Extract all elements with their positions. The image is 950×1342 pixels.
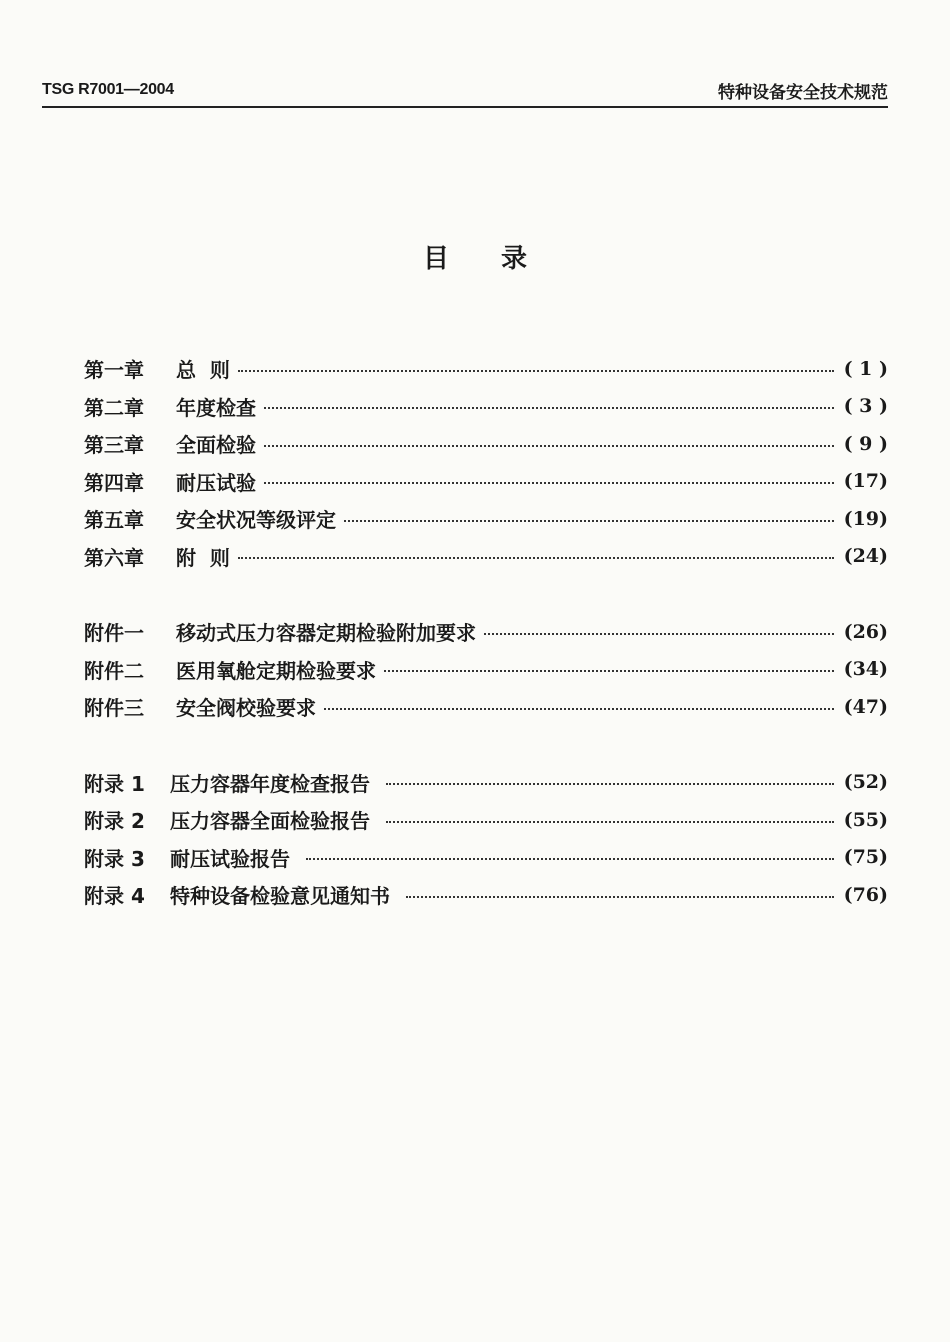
dot-leader xyxy=(484,631,834,635)
dot-leader xyxy=(306,856,834,860)
appendix-label: 附录 3 xyxy=(84,846,145,871)
page-number: (34) xyxy=(843,658,888,681)
chapter-title: 安全状况等级评定 xyxy=(176,508,336,533)
appendix-title: 耐压试验报告 xyxy=(170,846,290,871)
appendix-label: 附录 4 xyxy=(84,884,145,909)
chapter-label: 第五章 xyxy=(84,508,144,533)
chapter-title: 附 则 xyxy=(176,545,230,570)
group-spacer xyxy=(84,575,888,613)
chapter-title: 全面检验 xyxy=(176,433,256,458)
attachment-label: 附件一 xyxy=(84,621,144,646)
toc-entry-chapter-2[interactable] xyxy=(84,388,888,426)
dot-leader xyxy=(264,480,834,484)
dot-leader xyxy=(324,706,834,710)
toc-entry-attachment-1[interactable] xyxy=(84,613,888,651)
dot-leader xyxy=(384,668,834,672)
standard-code: TSG R7001—2004 xyxy=(42,81,174,98)
page-number: (47) xyxy=(843,695,888,718)
toc-entry-chapter-3[interactable] xyxy=(84,425,888,463)
toc-entry-attachment-3[interactable] xyxy=(84,688,888,726)
toc-entry-chapter-1[interactable] xyxy=(84,350,888,388)
page-number: (24) xyxy=(843,545,888,568)
chapter-title: 总 则 xyxy=(176,358,230,383)
appendix-label: 附录 1 xyxy=(84,771,145,796)
attachment-title: 安全阀校验要求 xyxy=(176,696,316,721)
chapter-label: 第二章 xyxy=(84,395,144,420)
attachment-title: 移动式压力容器定期检验附加要求 xyxy=(176,621,476,646)
dot-leader xyxy=(386,819,834,823)
page-number: (75) xyxy=(843,846,888,869)
page-number: ( 1 ) xyxy=(843,357,888,380)
toc-entry-chapter-6[interactable] xyxy=(84,538,888,576)
chapter-title: 耐压试验 xyxy=(176,470,256,495)
appendix-title: 压力容器年度检查报告 xyxy=(170,771,370,796)
appendix-title: 特种设备检验意见通知书 xyxy=(170,884,390,909)
toc-entry-attachment-2[interactable] xyxy=(84,651,888,689)
toc-entry-appendix-3[interactable] xyxy=(84,839,888,877)
chapter-label: 第六章 xyxy=(84,545,144,570)
toc-entry-appendix-2[interactable] xyxy=(84,801,888,839)
toc-entry-chapter-5[interactable] xyxy=(84,500,888,538)
page-number: (17) xyxy=(843,470,888,493)
toc-entry-appendix-1[interactable] xyxy=(84,764,888,802)
dot-leader xyxy=(238,368,834,372)
dot-leader xyxy=(264,443,834,447)
appendix-label: 附录 2 xyxy=(84,809,145,834)
attachment-label: 附件二 xyxy=(84,658,144,683)
appendix-title: 压力容器全面检验报告 xyxy=(170,809,370,834)
header-rule xyxy=(42,106,888,108)
page-number: (26) xyxy=(843,620,888,643)
attachment-title: 医用氧舱定期检验要求 xyxy=(176,658,376,683)
page-number: ( 3 ) xyxy=(843,395,888,418)
dot-leader xyxy=(238,555,834,559)
page-header xyxy=(42,78,888,102)
chapter-label: 第四章 xyxy=(84,470,144,495)
group-spacer xyxy=(84,726,888,764)
chapter-label: 第三章 xyxy=(84,433,144,458)
page-number: (52) xyxy=(843,771,888,794)
table-of-contents xyxy=(84,350,888,914)
attachment-label: 附件三 xyxy=(84,696,144,721)
page-number: ( 9 ) xyxy=(843,432,888,455)
page-number: (55) xyxy=(843,808,888,831)
dot-leader xyxy=(264,405,834,409)
toc-entry-chapter-4[interactable] xyxy=(84,463,888,501)
page-number: (19) xyxy=(843,507,888,530)
chapter-title: 年度检查 xyxy=(176,395,256,420)
toc-entry-appendix-4[interactable] xyxy=(84,876,888,914)
page-title: 目录 xyxy=(422,244,579,274)
dot-leader xyxy=(386,781,834,785)
page-number: (76) xyxy=(843,883,888,906)
dot-leader xyxy=(406,894,834,898)
dot-leader xyxy=(344,518,834,522)
series-title: 特种设备安全技术规范 xyxy=(718,82,888,103)
chapter-label: 第一章 xyxy=(84,358,144,383)
